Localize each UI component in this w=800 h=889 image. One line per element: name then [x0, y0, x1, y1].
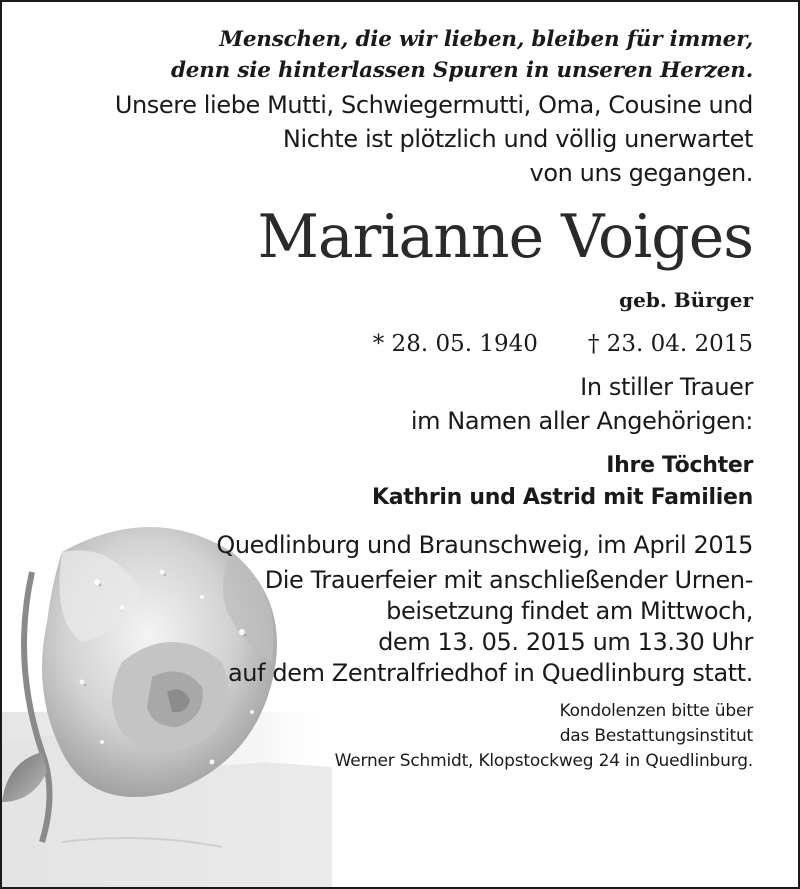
mourning-line: im Namen aller Angehörigen:	[410, 407, 753, 435]
family-names	[2, 450, 753, 514]
intro-line: Nichte ist plötzlich und völlig unerwartet	[282, 125, 753, 153]
motto	[2, 24, 753, 86]
intro-line: von uns gegangen.	[529, 159, 753, 187]
condolence-line: das Bestattungsinstitut	[559, 726, 753, 746]
funeral-line: Die Trauerfeier mit anschließender Urnen-	[264, 566, 753, 594]
birth-date: * 28. 05. 1940	[372, 331, 538, 357]
condolence-line: Werner Schmidt, Klopstockweg 24 in Quedlinburg.	[334, 751, 753, 771]
life-dates	[2, 328, 753, 360]
intro-line: Unsere liebe Mutti, Schwiegermutti, Oma, Cousine und	[114, 91, 753, 119]
funeral-line: auf dem Zentralfriedhof in Quedlinburg statt.	[227, 659, 753, 687]
condolence-info	[2, 699, 753, 774]
motto-line: Menschen, die wir lieben, bleiben für immer,	[219, 27, 753, 52]
funeral-info	[2, 565, 753, 689]
motto-line: denn sie hinterlassen Spuren in unseren Herzen.	[170, 58, 753, 83]
funeral-line: dem 13. 05. 2015 um 13.30 Uhr	[378, 628, 753, 656]
notice-text	[2, 24, 753, 774]
family-line: Ihre Töchter	[606, 453, 753, 478]
mourning-text	[2, 370, 753, 438]
mourning-line: In stiller Trauer	[580, 373, 753, 401]
deceased-name: Marianne Voiges	[257, 202, 753, 272]
condolence-line: Kondolenzen bitte über	[559, 701, 753, 721]
intro-text	[2, 88, 753, 190]
death-date: † 23. 04. 2015	[587, 331, 753, 357]
funeral-line: beisetzung findet am Mittwoch,	[386, 597, 753, 625]
place-date: Quedlinburg und Braunschweig, im April 2015	[216, 531, 753, 559]
family-line: Kathrin und Astrid mit Familien	[371, 485, 753, 510]
birth-name: geb. Bürger	[619, 288, 753, 312]
